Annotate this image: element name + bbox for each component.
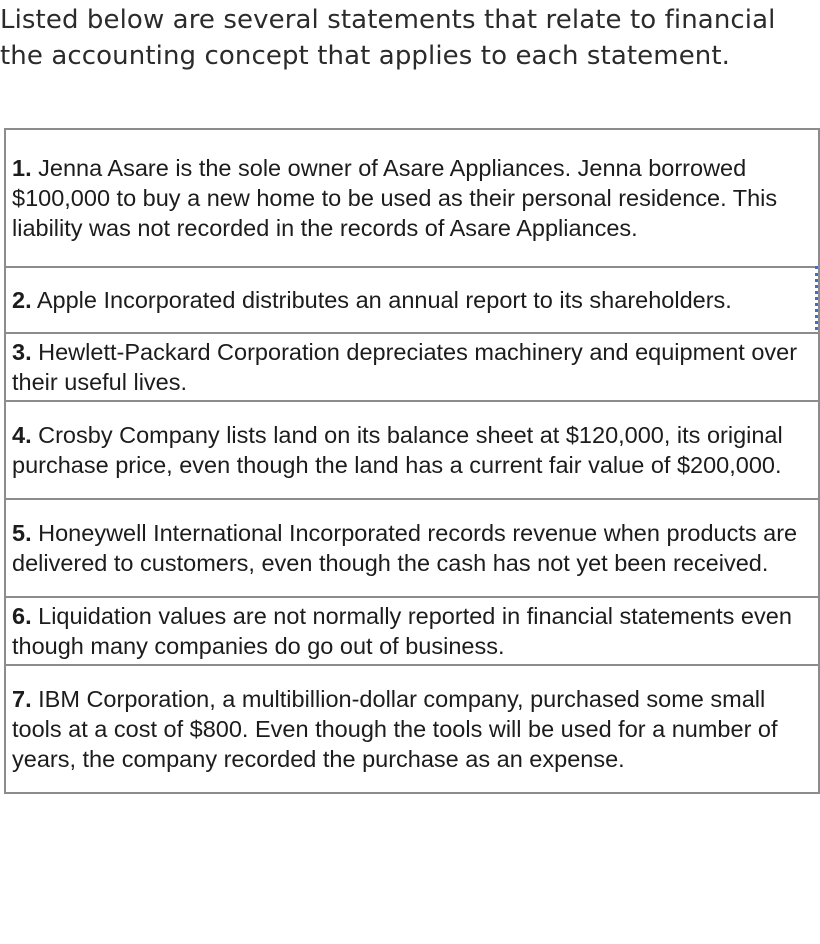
- statement-cell-3: [5, 333, 819, 401]
- statement-text: Crosby Company lists land on its balance sheet at $120,000, its original purchase price, even though the land has a current fair value of $200,000.: [12, 422, 783, 478]
- statement-text: Hewlett-Packard Corporation depreciates machinery and equipment over their useful lives.: [12, 339, 798, 395]
- table-row: [5, 665, 819, 793]
- statement-number: 2.: [12, 287, 32, 313]
- statement-cell-1: [5, 129, 819, 267]
- table-row: [5, 401, 819, 499]
- statement-cell-6: [5, 597, 819, 665]
- table-row: [5, 333, 819, 401]
- table-row: [5, 267, 819, 333]
- statement-cell-7: [5, 665, 819, 793]
- statement-number: 5.: [12, 520, 32, 546]
- table-row: [5, 499, 819, 597]
- statement-text: IBM Corporation, a multibillion-dollar company, purchased some small tools at a cost of $800. Even though the tools will be used for a number of years, the company recorded the purchase as an expense.: [12, 686, 778, 772]
- statement-cell-2: [5, 267, 819, 333]
- focus-indicator: [815, 266, 818, 330]
- statement-number: 4.: [12, 422, 32, 448]
- table-row: [5, 597, 819, 665]
- statement-number: 6.: [12, 603, 32, 629]
- statement-text: Jenna Asare is the sole owner of Asare Appliances. Jenna borrowed $100,000 to buy a new home to be used as their personal residence. This liability was not recorded in the records of Asare Appliances.: [12, 155, 778, 241]
- statement-cell-4: [5, 401, 819, 499]
- instructions-line-2: the accounting concept that applies to each statement.: [0, 41, 731, 71]
- statement-text: Liquidation values are not normally reported in financial statements even though many companies do go out of business.: [12, 603, 792, 659]
- statement-number: 7.: [12, 686, 32, 712]
- statement-cell-5: [5, 499, 819, 597]
- instructions: [0, 2, 820, 74]
- instructions-line-1: Listed below are several statements that relate to financial: [0, 5, 776, 35]
- statement-text: Honeywell International Incorporated records revenue when products are delivered to customers, even though the cash has not yet been received.: [12, 520, 798, 576]
- statement-number: 3.: [12, 339, 32, 365]
- statement-number: 1.: [12, 155, 32, 181]
- statement-text: Apple Incorporated distributes an annual report to its shareholders.: [31, 287, 732, 313]
- table-row: [5, 129, 819, 267]
- statements-table: [4, 128, 820, 794]
